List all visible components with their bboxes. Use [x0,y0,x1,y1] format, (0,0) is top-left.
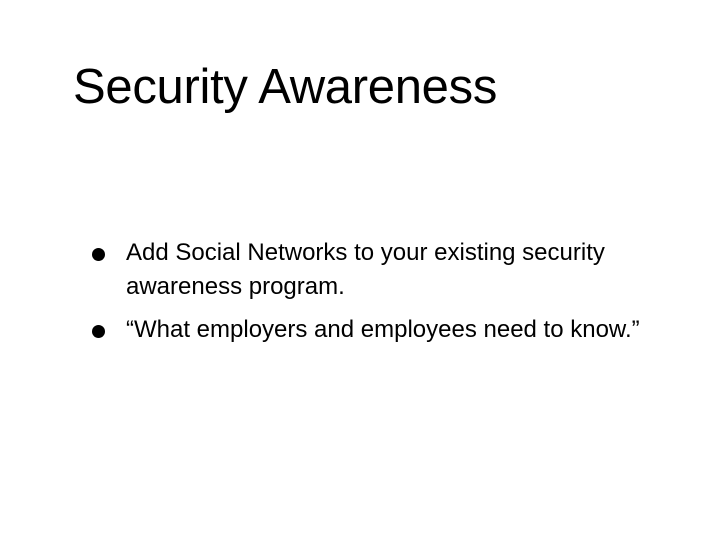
bullet-text: “What employers and employees need to know.” [126,316,640,343]
bullet-item [92,236,692,304]
slide-title: Security Awareness [73,60,498,114]
bullet-dot-icon [92,325,105,338]
bullet-list [92,236,692,356]
bullet-item [92,313,692,347]
bullet-dot-icon [92,248,105,261]
bullet-text: Add Social Networks to your existing security awareness program. [126,239,605,300]
